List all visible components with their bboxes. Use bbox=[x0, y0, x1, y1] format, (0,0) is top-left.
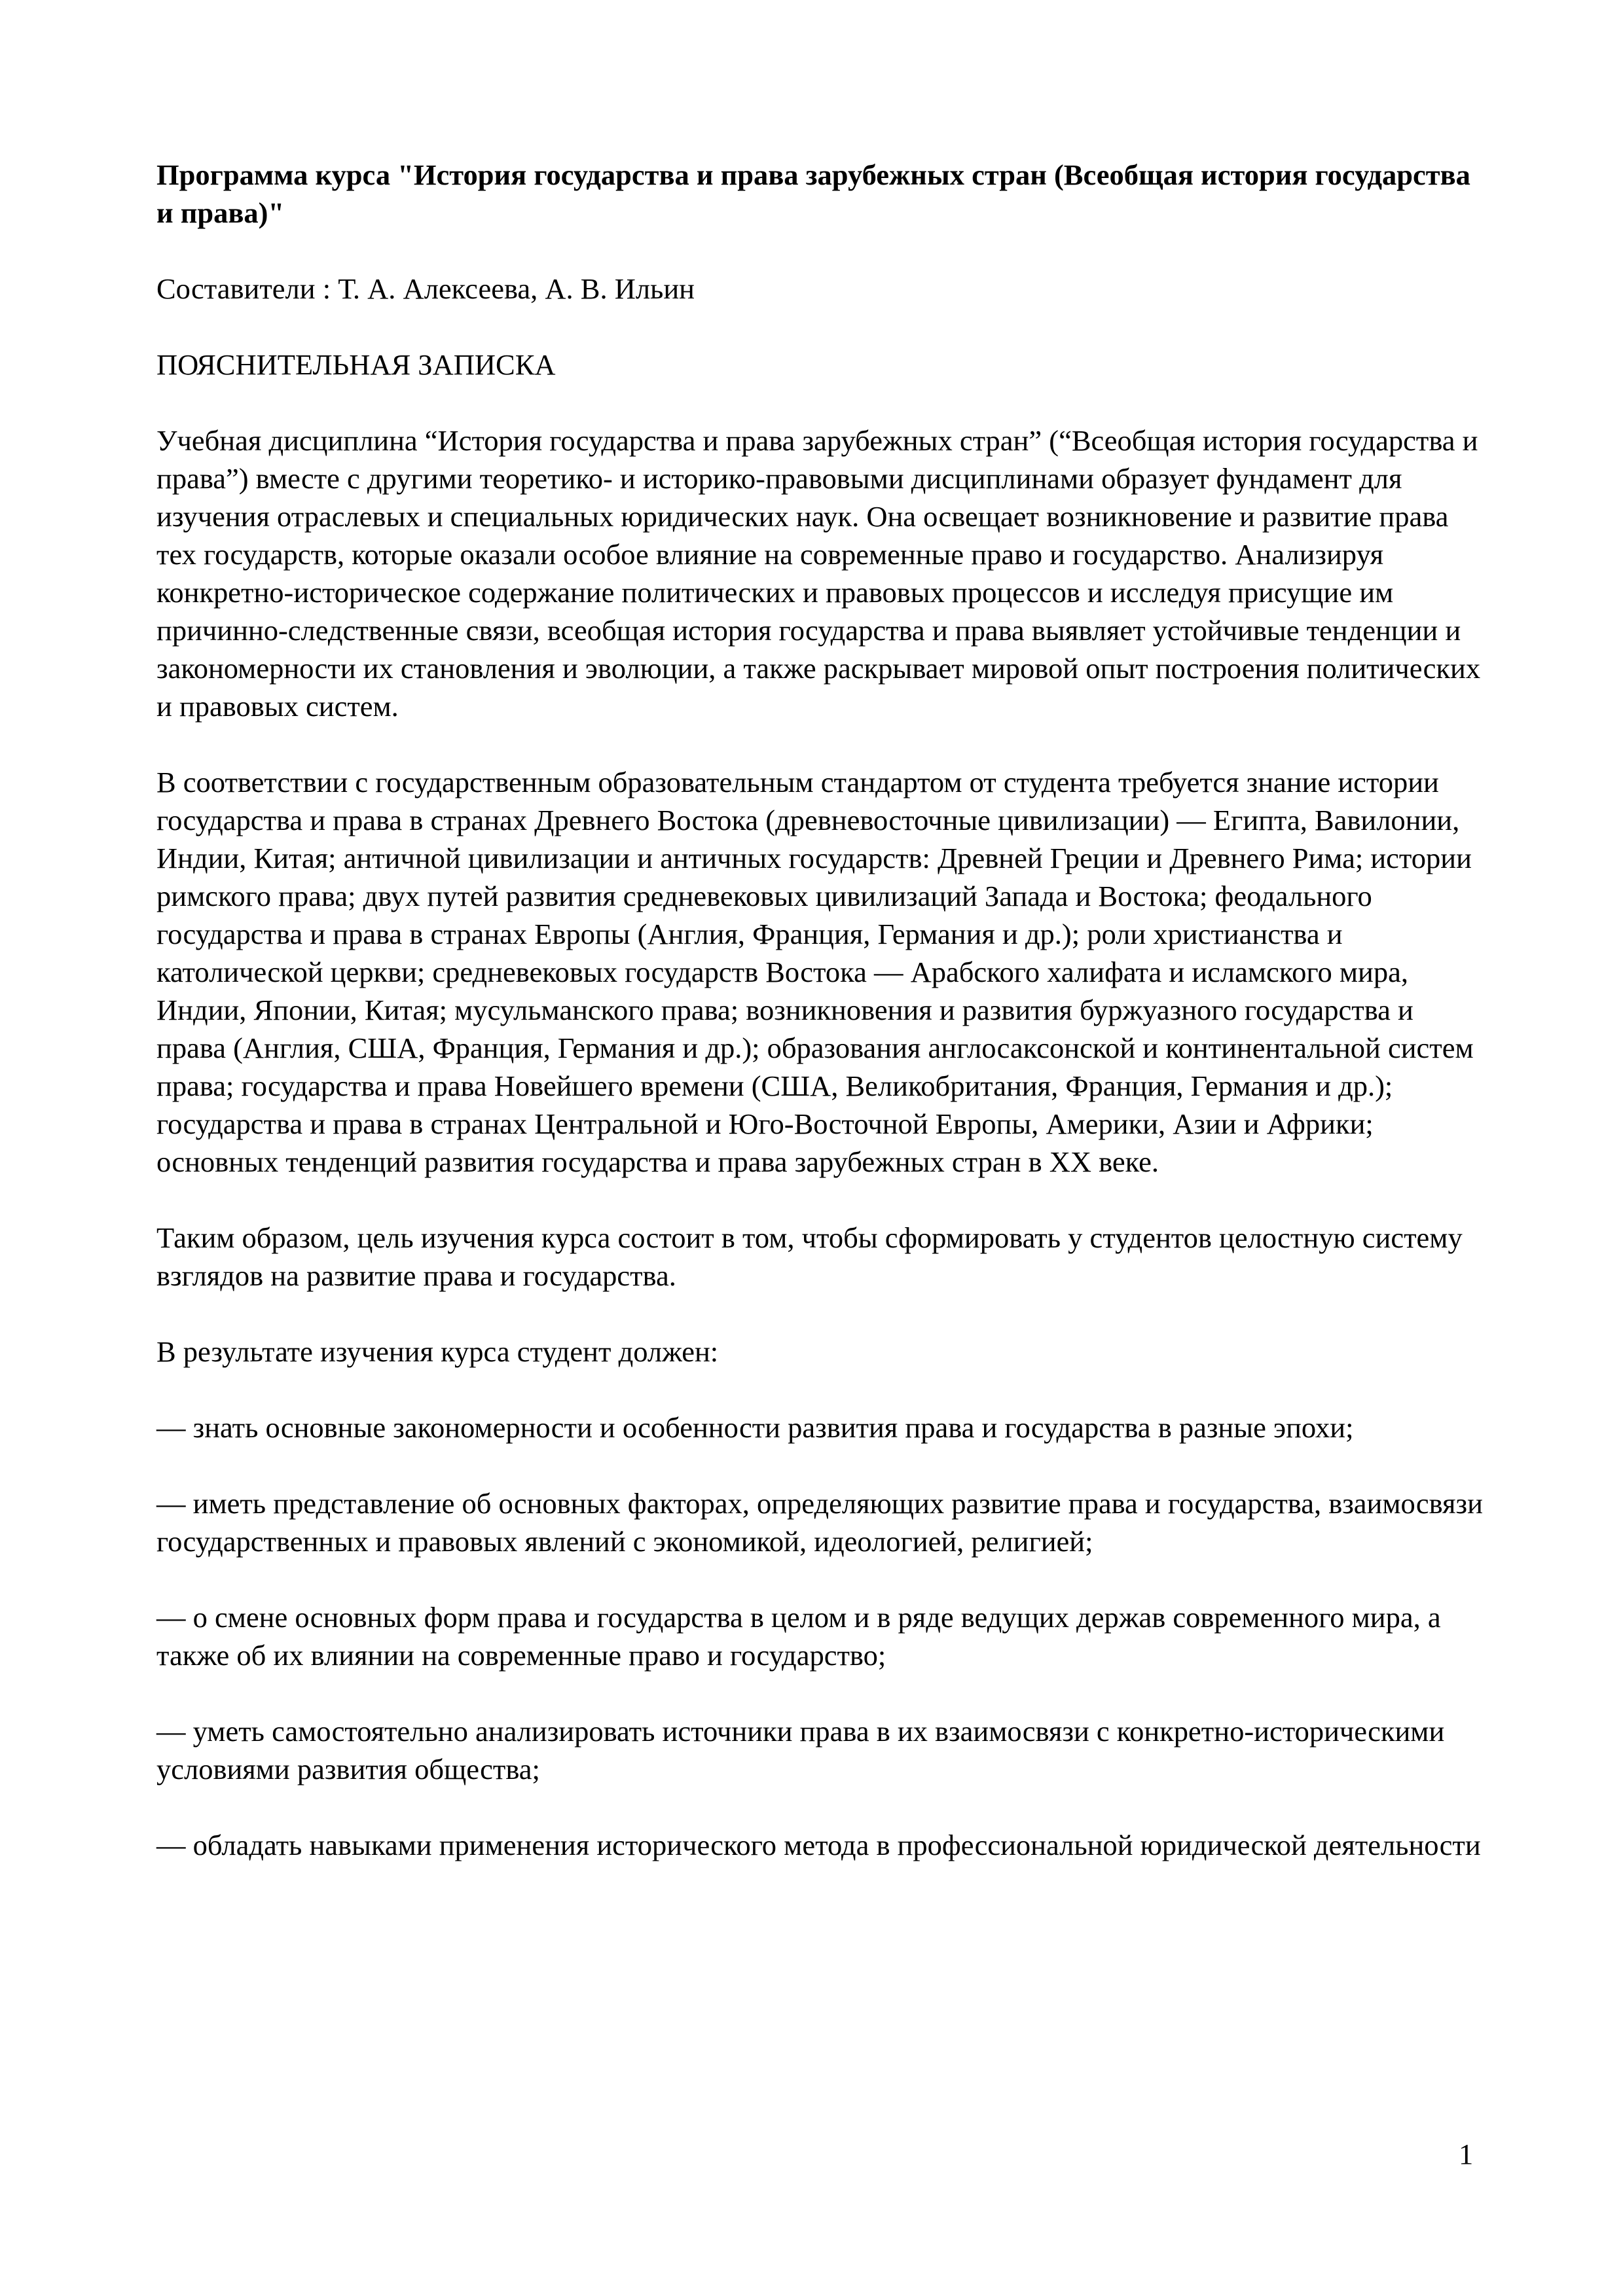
document-title: Программа курса "История государства и права зарубежных стран (Всеобщая история государства и права)" bbox=[156, 158, 1470, 229]
section-heading: ПОЯСНИТЕЛЬНАЯ ЗАПИСКА bbox=[156, 348, 556, 381]
document-body bbox=[156, 156, 1487, 1902]
list-item: — обладать навыками применения исторического метода в профессиональной юридической деятельности bbox=[156, 1829, 1481, 1861]
list-item: — иметь представление об основных факторах, определяющих развитие права и государства, взаимосвязи государственных и правовых явлений с экономикой, идеологией, религией; bbox=[156, 1487, 1483, 1558]
paragraph-intro: Учебная дисциплина “История государства и права зарубежных стран” (“Всеобщая история государства и права”) вместе с другими теоретико- и историко-правовыми дисциплинами образует фундамент для изучения отраслевых и специальных юридических наук. Она освещает возникновение и развитие права тех государств, которые оказали особое влияние на современные право и государство. Анализируя конкретно-историческое содержание политических и правовых процессов и исследуя присущие им причинно-следственные связи, всеобщая история государства и права выявляет устойчивые тенденции и закономерности их становления и эволюции, а также раскрывает мировой опыт построения политических и правовых систем. bbox=[156, 424, 1481, 723]
list-item: — уметь самостоятельно анализировать источники права в их взаимосвязи с конкретно-историческими условиями развития общества; bbox=[156, 1715, 1445, 1785]
learning-outcomes-list bbox=[156, 1408, 1487, 1864]
page-number: 1 bbox=[1459, 2138, 1474, 2170]
paragraph-goal: Таким образом, цель изучения курса состоит в том, чтобы сформировать у студентов целостную систему взглядов на развитие права и государства. bbox=[156, 1221, 1463, 1292]
document-authors: Составители : Т. А. Алексеева, А. В. Ильин bbox=[156, 272, 695, 305]
paragraph-standard: В соответствии с государственным образовательным стандартом от студента требуется знание истории государства и права в странах Древнего Востока (древневосточные цивилизации) — Египта, Вавилонии, Индии, Китая; античной цивилизации и античных государств: Древней Греции и Древнего Рима; истории римского права; двух путей развития средневековых цивилизаций Запада и Востока; феодального государства и права в странах Европы (Англия, Франция, Германия и др.); роли христианства и католической церкви; средневековых государств Востока — Арабского халифата и исламского мира, Индии, Японии, Китая; мусульманского права; возникновения и развития буржуазного государства и права (Англия, США, Франция, Германия и др.); образования англосаксонской и континентальной систем права; государства и права Новейшего времени (США, Великобритания, Франция, Германия и др.); государства и права в странах Центральной и Юго-Восточной Европы, Америки, Азии и Африки; основных тенденций развития государства и права зарубежных стран в XX веке. bbox=[156, 766, 1474, 1178]
list-item: — о смене основных форм права и государства в целом и в ряде ведущих держав современного мира, а также об их влиянии на современные право и государство; bbox=[156, 1601, 1441, 1672]
list-item: — знать основные закономерности и особенности развития права и государства в разные эпохи; bbox=[156, 1411, 1354, 1444]
paragraph-result-intro: В результате изучения курса студент должен: bbox=[156, 1335, 719, 1368]
